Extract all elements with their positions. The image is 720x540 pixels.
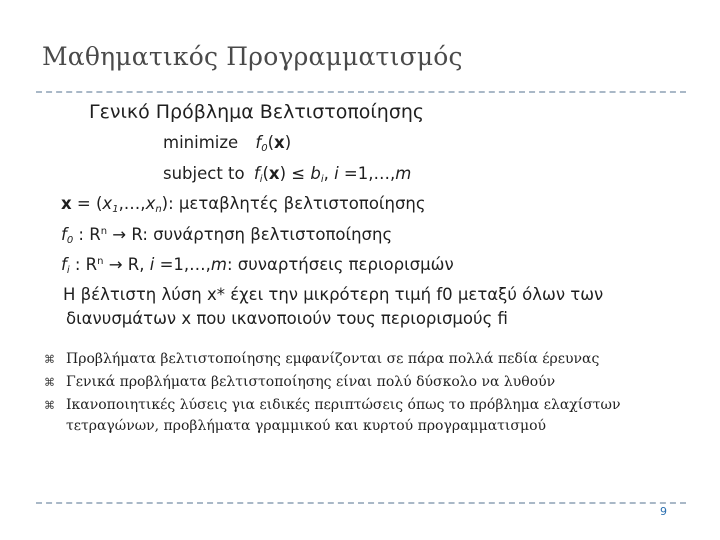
objective-definition <box>61 225 392 246</box>
list-item <box>40 349 700 370</box>
bullet-icon: ⌘ <box>44 353 55 366</box>
bullet-text: Ικανοποιητικές λύσεις για ειδικές περιπτώσεις όπως το πρόβλημα ελαχίστων τετραγώνων, προβλήματα γραμμικού και κυρτού προγραμματισμού <box>66 397 621 434</box>
bottom-divider <box>36 502 686 504</box>
variables-expression: $x = (x_1,\dots,x_n)$ <box>61 194 169 215</box>
objective-expression: $f_0(x)$ <box>255 133 292 154</box>
variables-definition <box>61 194 426 215</box>
minimize-line <box>163 133 291 154</box>
optimal-solution-line-1: Η βέλτιστη λύση x* έχει την μικρότερη τιμή f0 μεταξύ όλων των <box>63 285 604 304</box>
minimize-keyword: minimize <box>163 133 239 152</box>
constraints-description: : συναρτήσεις περιορισμών <box>226 255 454 274</box>
slide-subtitle: Γενικό Πρόβλημα Βελτιστοποίησης <box>89 101 425 123</box>
slide-title: Μαθηματικός Προγραμματισμός <box>42 42 463 71</box>
constraint-expression: $f_i(x) \le b_i$, i =1,…,m <box>253 164 412 185</box>
bullet-text: Προβλήματα βελτιστοποίησης εμφανίζονται σε πάρα πολλά πεδία έρευνας <box>66 351 600 367</box>
page-number: 9 <box>660 505 667 518</box>
bullet-text: Γενικά προβλήματα βελτιστοποίησης είναι πολύ δύσκολο να λυθούν <box>66 374 556 390</box>
list-item <box>40 395 700 437</box>
constraints-map-expression: $f_i$ : $R^n \to R$, i =1,…,m <box>61 255 227 276</box>
bullet-icon: ⌘ <box>44 399 55 412</box>
constraint-line <box>163 164 411 185</box>
constraints-definition <box>61 255 454 276</box>
list-item <box>40 372 700 393</box>
objective-description: : συνάρτηση βελτιστοποίησης <box>142 225 393 244</box>
optimal-solution-line-2: διανυσμάτων x που ικανοποιούν τους περιορισμούς fi <box>66 309 508 328</box>
subject-to-keyword: subject to <box>163 164 245 183</box>
objective-map-expression: $f_0$ : $R^n \to R$ <box>61 225 143 246</box>
variables-description: : μεταβλητές βελτιστοποίησης <box>168 194 426 213</box>
bullet-list <box>40 349 700 439</box>
top-divider <box>36 91 686 93</box>
bullet-icon: ⌘ <box>44 376 55 389</box>
